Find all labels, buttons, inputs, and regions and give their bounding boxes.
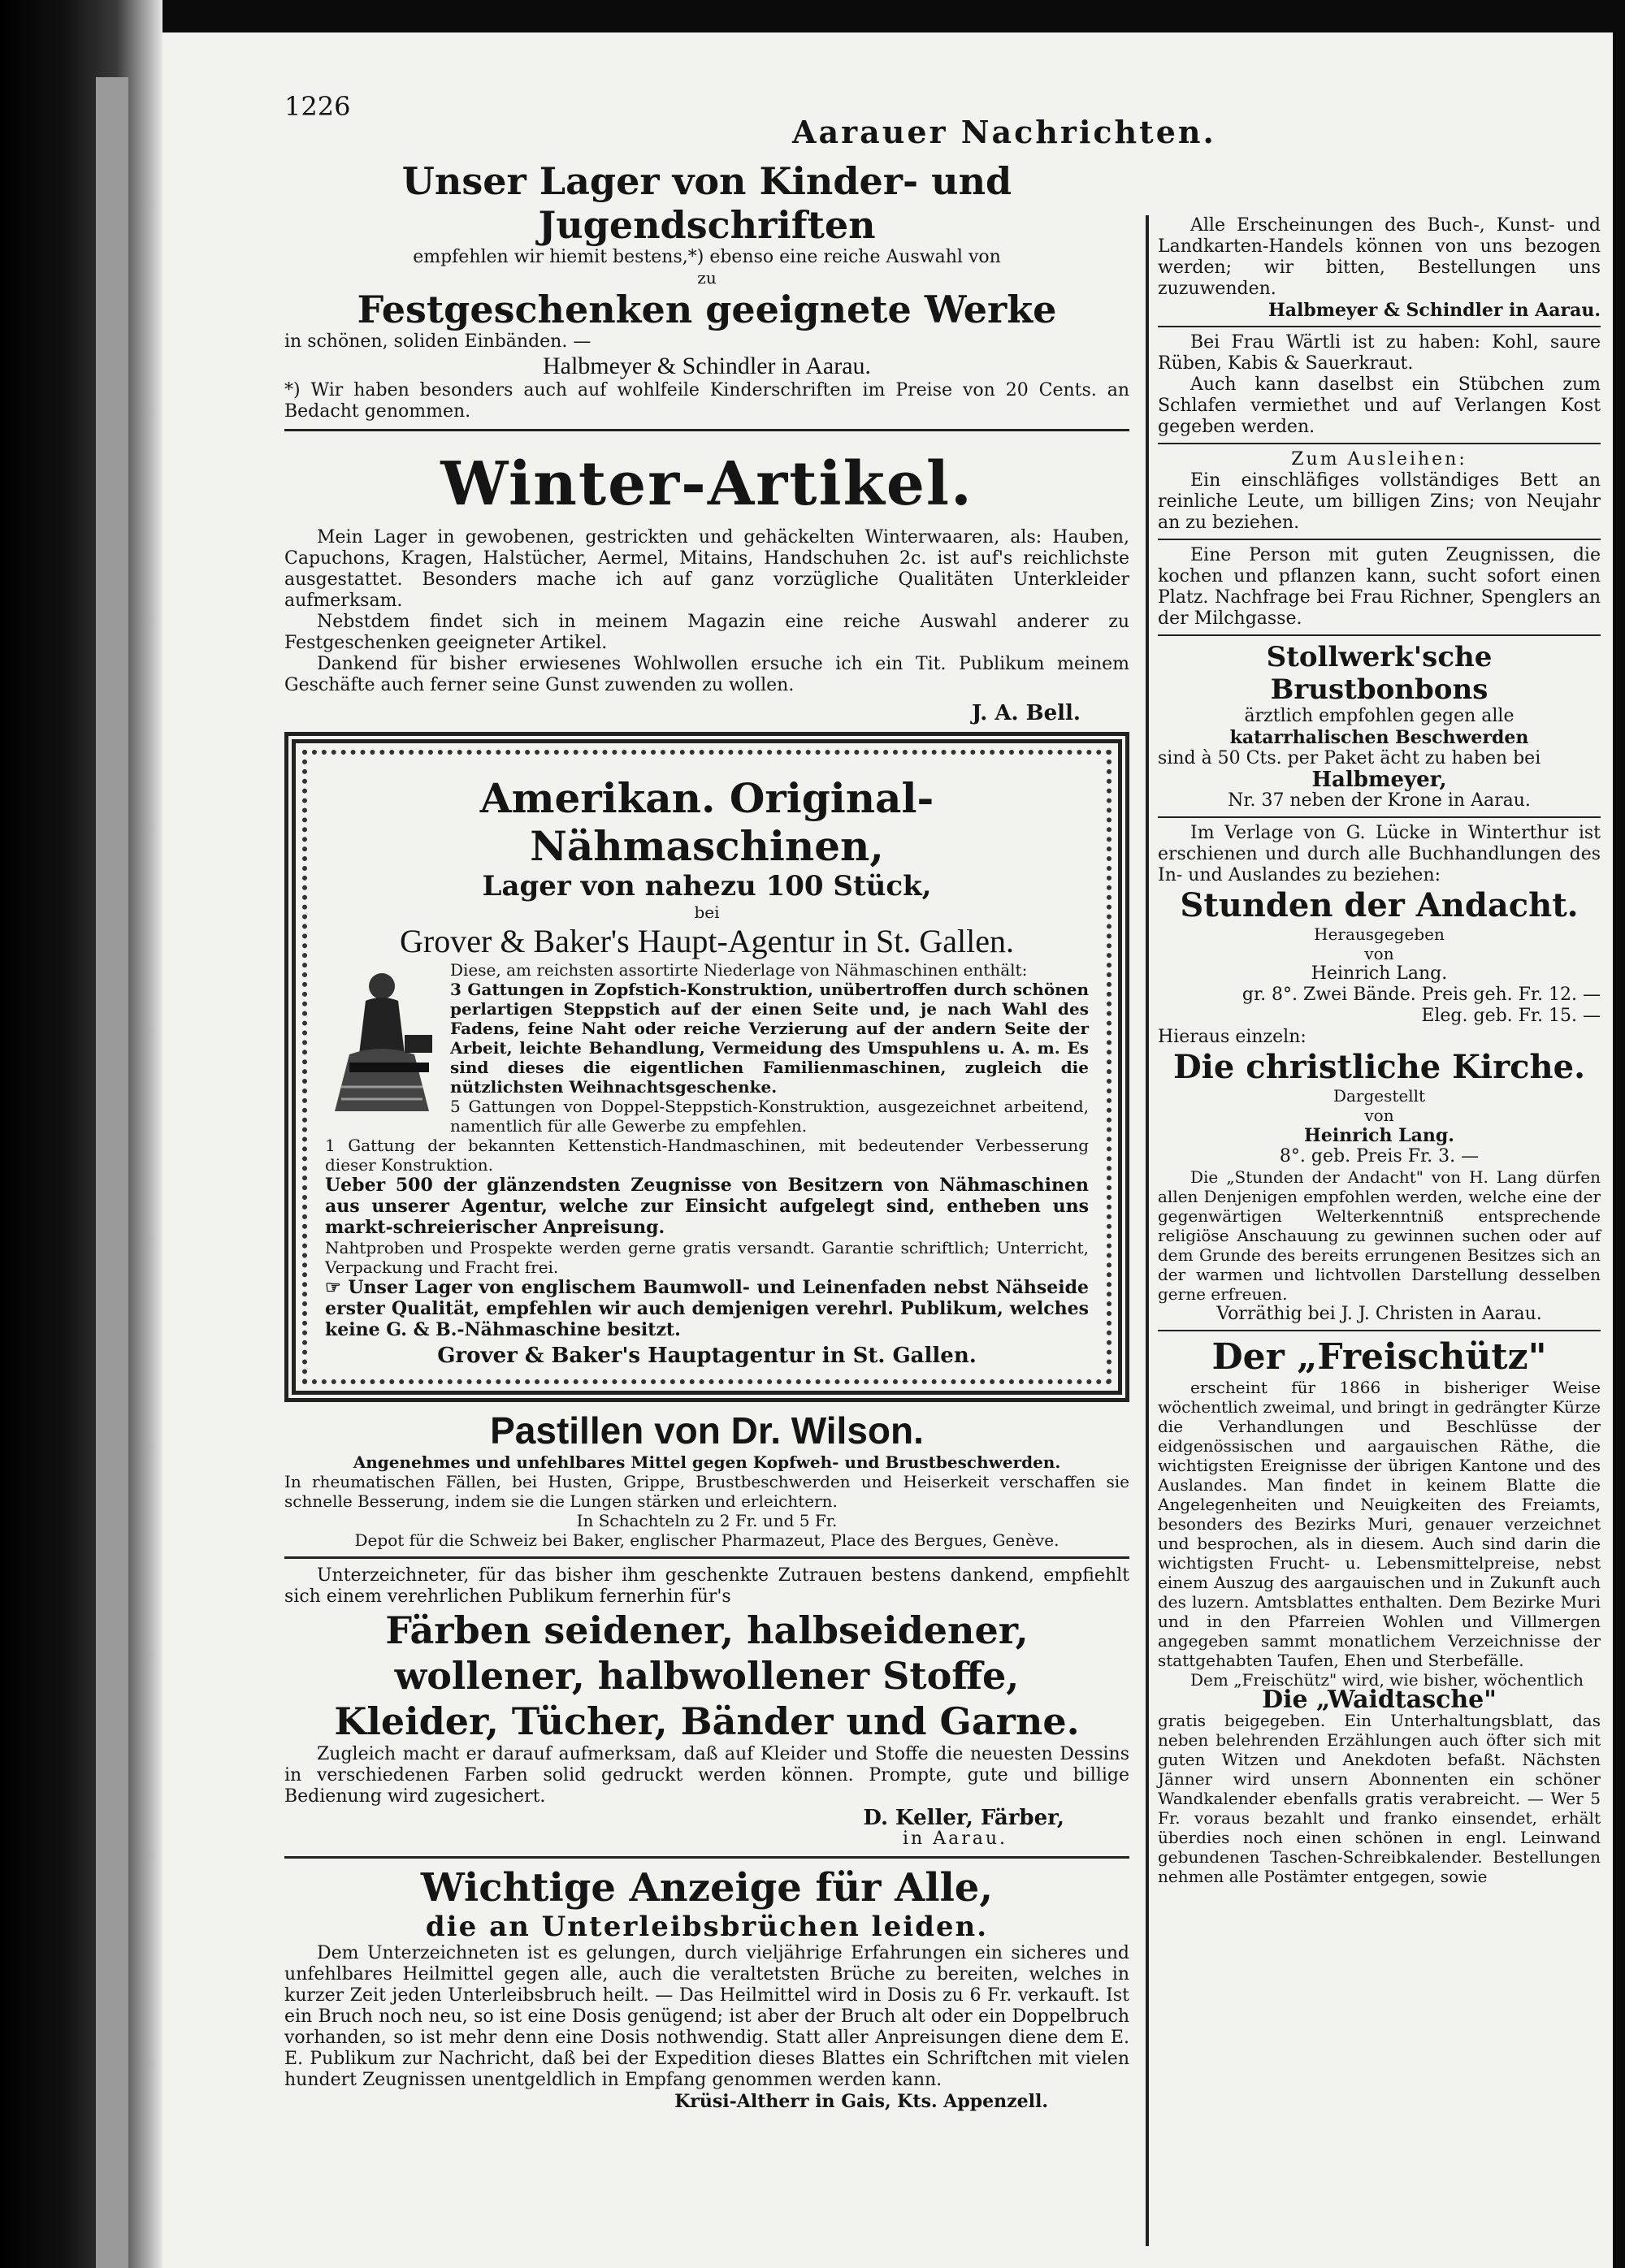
page-edge-shadow [96, 77, 128, 2268]
ad-sewing-title: Amerikan. Original-Nähmaschinen, [479, 774, 934, 870]
book-spine-edge [0, 0, 162, 2268]
ad-winter-paragraph: Nebstdem findet sich in meinem Magazin eine reiche Auswahl anderer zu Festgeschenken geeigneter Artikel. [284, 612, 1129, 653]
ad-dyer-headline: Färben seidener, halbseidener, wollener, halbwollener Stoffe, [385, 1608, 1029, 1698]
separator [284, 429, 1129, 431]
ad-publisher-author: Heinrich Lang. [1304, 1125, 1454, 1146]
ad-books-footnote: *) Wir haben besonders auch auf wohlfeile Kinderschriften im Preise von 20 Cents. an Bedacht genommen. [284, 380, 1129, 422]
ad-hernia-title: Wichtige Anzeige für Alle, [420, 1865, 994, 1911]
ad-bookshop [1158, 215, 1601, 321]
separator [1158, 816, 1601, 818]
ad-pastillen-depot: Depot für die Schweiz bei Baker, englischer Pharmazeut, Place des Bergues, Genève. [354, 1530, 1060, 1550]
ad-waertli-text: Bei Frau Wärtli ist zu haben: Kohl, saure Rüben, Kabis & Sauerkraut. [1158, 332, 1601, 374]
ad-sewing-signature: Grover & Baker's Hauptagentur in St. Gallen. [437, 1344, 977, 1368]
ad-bonbons-title: Stollwerk'sche Brustbonbons [1266, 641, 1493, 706]
ad-dyer-intro: Unterzeichneter, für das bisher ihm geschenkte Zutrauen bestens dankend, empfiehlt sich einem verehrlichen Publikum fernerhin für's [284, 1565, 1129, 1607]
right-column [1158, 215, 1601, 1886]
ad-sewing-machines [284, 732, 1129, 1402]
ad-sewing-text: Nahtproben und Prospekte werden gerne gratis versandt. Garantie schriftlich; Unterricht, Verpackung und Fracht frei. [325, 1238, 1089, 1277]
ad-bonbons-line: sind à 50 Cts. per Paket ächt zu haben bei [1158, 748, 1541, 768]
ad-hernia-subtitle: die an Unterleibsbrüchen leiden. [425, 1911, 989, 1943]
ad-sewing-stock: Lager von nahezu 100 Stück, [482, 870, 932, 902]
separator [1158, 539, 1601, 540]
ad-winter [284, 449, 1129, 724]
ad-job-text: Eine Person mit guten Zeugnissen, die kochen und pflanzen kann, sucht sofort einen Platz. Nachfrage bei Frau Richner, Spenglers an der Milchgasse. [1158, 545, 1601, 629]
ad-sewing-text: Ueber 500 der glänzendsten Zeugnisse von Besitzern von Nähmaschinen aus unserer Agentur, welche zur Einsicht aufgelegt sind, entheben uns markt-schreierischer Anpreisung. [325, 1175, 1089, 1238]
ad-books-line: empfehlen wir hiemit bestens,*) ebenso eine reiche Auswahl von [413, 247, 1001, 267]
sewing-woman-illustration [325, 965, 439, 1119]
ad-publisher-author: Heinrich Lang. [1311, 963, 1448, 984]
ad-bed-title: Zum Ausleihen: [1291, 449, 1467, 470]
column-divider [1146, 215, 1149, 2246]
ad-dyer-text: Zugleich macht er darauf aufmerksam, daß auf Kleider und Stoffe die neuesten Dessins in verschiedenen Farben solid gedruckt werden können. Prompte, gute und billige Bedienung wird zugesichert. [284, 1744, 1129, 1807]
ad-hernia [284, 1865, 1129, 2112]
ad-publisher-book-title: Die christliche Kirche. [1172, 1048, 1585, 1086]
ad-winter-paragraph: Dankend für bisher erwiesenes Wohlwollen ersuche ich ein Tit. Publikum meinem Geschäfte auch ferner seine Gunst zuwenden zu wollen. [284, 654, 1129, 695]
left-column [284, 154, 1129, 2112]
ad-publisher-line: von [1364, 1106, 1394, 1125]
ad-books-zu: zu [697, 268, 717, 288]
ad-job-seeker [1158, 545, 1601, 630]
ad-freischuetz-supplement: Die „Waidtasche" [1262, 1686, 1497, 1714]
ad-sewing-bei: bei [694, 902, 720, 922]
ad-publisher [1158, 823, 1601, 1325]
separator [1158, 634, 1601, 636]
ad-publisher-line: Dargestellt [1332, 1086, 1426, 1106]
ad-books-line: in schönen, soliden Einbänden. — [284, 331, 592, 352]
separator [1158, 326, 1601, 327]
ad-pastillen-price: In Schachteln zu 2 Fr. und 5 Fr. [576, 1511, 838, 1530]
newspaper-title: Aarauer Nachrichten. [792, 114, 1216, 150]
ad-bed-text: Ein einschläfiges vollständiges Bett an reinliche Leute, um billigen Zins; von Neujahr an zu beziehen. [1158, 470, 1601, 533]
ad-bonbons-address: Nr. 37 neben der Krone in Aarau. [1228, 790, 1531, 811]
ad-sewing-text: 5 Gattungen von Doppel-Steppstich-Konstruktion, ausgezeichnet arbeitend, namentlich für alle Gewerbe zu empfehlen. [450, 1097, 1089, 1136]
ad-dyer-signature: D. Keller, Färber, [863, 1806, 1064, 1830]
ad-winter-title: Winter-Artikel. [440, 449, 973, 519]
ad-winter-paragraph: Mein Lager in gewobenen, gestrickten und gehäckelten Winterwaaren, als: Hauben, Capuchons, Kragen, Halstücher, Aermel, Mitains, Handschuhen 2c. ist auf's reichlichste ausgestattet. Besonders mache ich auf ganz vorzügliche Qualitäten Unterkleider aufmerksam. [284, 527, 1129, 611]
ad-sewing-text: 3 Gattungen in Zopfstich-Konstruktion, unübertroffen durch schönen perlartigen Steppstich auf der einen Seite und, je nach Wahl des Fadens, feine Naht oder reiche Verzierung auf der andern Seite der Arbeit, leichte Behandlung, Vermeidung des Umspuhlens u. A. m. Es sind dieses die eigentlichen Familienmaschinen, zugleich die nützlichsten Weihnachtsgeschenke. [450, 980, 1089, 1097]
ad-freischuetz [1158, 1336, 1601, 1886]
ad-sewing-text: ☞ Unser Lager von englischem Baumwoll- und Leinenfaden nebst Nähseide erster Qualität, empfehlen wir auch demjenigen verehrl. Publikum, welches keine G. & B.-Nähmaschine besitzt. [325, 1277, 1089, 1340]
ad-sewing-text: Diese, am reichsten assortirte Niederlage von Nähmaschinen enthält: [450, 960, 1028, 980]
page-number: 1226 [284, 91, 351, 122]
ad-freischuetz-text: Dem „Freischütz" wird, wie bisher, wöchentlich [1190, 1670, 1584, 1690]
ad-sewing-text: 1 Gattung der bekannten Kettenstich-Handmaschinen, mit bedeutender Verbesserung dieser Konstruktion. [325, 1136, 1089, 1175]
separator [284, 1856, 1129, 1859]
separator [1158, 1330, 1601, 1331]
separator [1158, 443, 1601, 444]
ad-bed-rental [1158, 449, 1601, 534]
ad-publisher-book-title: Stunden der Andacht. [1180, 886, 1579, 924]
ad-publisher-price: 8°. geb. Preis Fr. 3. — [1279, 1146, 1480, 1166]
ad-books-headline: Unser Lager von Kinder- und Jugendschriften [401, 159, 1012, 247]
ad-pastillen-text: In rheumatischen Fällen, bei Husten, Grippe, Brustbeschwerden und Heiserkeit verschaffen sie schnelle Besserung, indem sie die Lungen stärken und erleichtern. [284, 1472, 1129, 1511]
ad-publisher-text: Im Verlage von G. Lücke in Winterthur ist erschienen und durch alle Buchhandlungen des In- und Auslandes zu beziehen: [1158, 823, 1601, 885]
ad-bonbons-line: katarrhalischen Beschwerden [1229, 727, 1529, 748]
ad-books-signature: Halbmeyer & Schindler in Aarau. [542, 353, 872, 379]
ad-publisher-line: Herausgegeben [1314, 924, 1445, 944]
ad-sewing-agency: Grover & Baker's Haupt-Agentur in St. Gallen. [400, 923, 1014, 959]
ad-bookshop-text: Alle Erscheinungen des Buch-, Kunst- und Landkarten-Handels können von uns bezogen werden; wir bitten, Bestellungen uns zuzuwenden. [1158, 215, 1601, 299]
ad-dyer [284, 1565, 1129, 1850]
ad-waertli [1158, 332, 1601, 438]
ad-freischuetz-text: gratis beigegeben. Ein Unterhaltungsblatt, das neben belehrenden Erzählungen auch öfter sich mit guten Witzen und Anekdoten befaßt. Nächsten Jänner wird unsern Abonnenten ein schöner Wandkalender ebenfalls gratis verabreicht. — Wer 5 Fr. voraus bezahlt und franko einsendet, erhält überdies noch einen schönen in engl. Leinwand gebundenen Taschen-Schreibkalender. Bestellungen nehmen alle Postämter entgegen, sowie [1158, 1711, 1601, 1886]
separator [284, 1556, 1129, 1559]
ad-dyer-headline: Kleider, Tücher, Bänder und Garne. [334, 1699, 1080, 1743]
ad-hernia-text: Dem Unterzeichneten ist es gelungen, durch vieljährige Erfahrungen ein sicheres und unfehlbares Heilmittel gegen alle, auch die veraltetsten Brüche zu bereiten, welches in kurzer Zeit jeden Unterleibsbruch heilt. — Das Heilmittel wird in Dosis zu 6 Fr. verkauft. Ist ein Bruch noch neu, so ist eine Dosis genügend; ist aber der Bruch alt oder ein Doppelbruch vorhanden, so ist mehr denn eine Dosis nothwendig. Statt aller Anpreisungen diene dem E. E. Publikum zur Nachricht, daß bei der Expedition dieses Blattes ein Schriftchen mit vielen hundert Zeugnissen unentgeldlich in Empfang genommen werden kann. [284, 1943, 1129, 2090]
ad-dyer-place: in Aarau. [903, 1829, 1008, 1849]
ad-books [284, 159, 1129, 422]
ad-bookshop-signature: Halbmeyer & Schindler in Aarau. [1268, 300, 1601, 321]
ad-bonbons-seller: Halbmeyer, [1311, 768, 1447, 792]
newspaper-page [162, 32, 1613, 2268]
ad-freischuetz-title: Der „Freischütz" [1211, 1336, 1547, 1378]
ad-pastillen-title: Pastillen von Dr. Wilson. [490, 1409, 924, 1452]
ad-publisher-line: von [1364, 944, 1394, 963]
ad-hernia-signature: Krüsi-Altherr in Gais, Kts. Appenzell. [674, 2091, 1048, 2112]
ad-pastillen [284, 1409, 1129, 1550]
ad-books-festgeschenke: Festgeschenken geeignete Werke [357, 288, 1057, 331]
ad-bonbons-line: ärztlich empfohlen gegen alle [1244, 706, 1514, 726]
ad-publisher-price: gr. 8°. Zwei Bände. Preis geh. Fr. 12. — [1242, 985, 1601, 1005]
ad-bonbons [1158, 641, 1601, 812]
ad-publisher-price: Eleg. geb. Fr. 15. — [1421, 1006, 1601, 1026]
ad-publisher-description: Die „Stunden der Andacht" von H. Lang dürfen allen Denjenigen empfohlen werden, welche eine der gegenwärtigen Welterkenntniß entsprechende religiöse Anschauung zu gewinnen suchen oder auf dem Grunde des bereits errungenen Besitzes sich an der warmen und lichtvollen Darstellung desselben gerne erfreuen. [1158, 1167, 1601, 1304]
ad-winter-signature: J. A. Bell. [972, 701, 1081, 725]
ad-publisher-signature: Vorräthig bei J. J. Christen in Aarau. [1216, 1304, 1542, 1324]
ad-freischuetz-text: erscheint für 1866 in bisheriger Weise wöchentlich zweimal, und bringt in gedrängter Kürze die Verhandlungen und Beschlüsse der eidgenössischen und aargauischen Räthe, die wichtigsten Ereignisse der übrigen Kantone und des Auslandes. Man findet in keinem Blatte die Angelegenheiten und Neuigkeiten des Freiamts, besonders des Bezirks Muri, genauer verzeichnet und besprochen, als in diesem. Auch sind darin die wichtigsten Frucht- u. Lebensmittelpreise, nebst einem Auszug des aargauischen und in Zukunft auch des luzern. Amtsblattes enthalten. Dem Bezirke Muri und in den Pfarreien Wohlen und Villmergen angegeben sammt monatlichem Verzeichnisse der stattgehabten Taufen, Ehen und Sterbefälle. [1158, 1378, 1601, 1670]
ad-waertli-text: Auch kann daselbst ein Stübchen zum Schlafen vermiethet und auf Verlangen Kost gegeben werden. [1158, 374, 1601, 437]
ad-publisher-line: Hieraus einzeln: [1158, 1027, 1306, 1047]
ad-pastillen-subtitle: Angenehmes und unfehlbares Mittel gegen Kopfweh- und Brustbeschwerden. [353, 1452, 1061, 1472]
